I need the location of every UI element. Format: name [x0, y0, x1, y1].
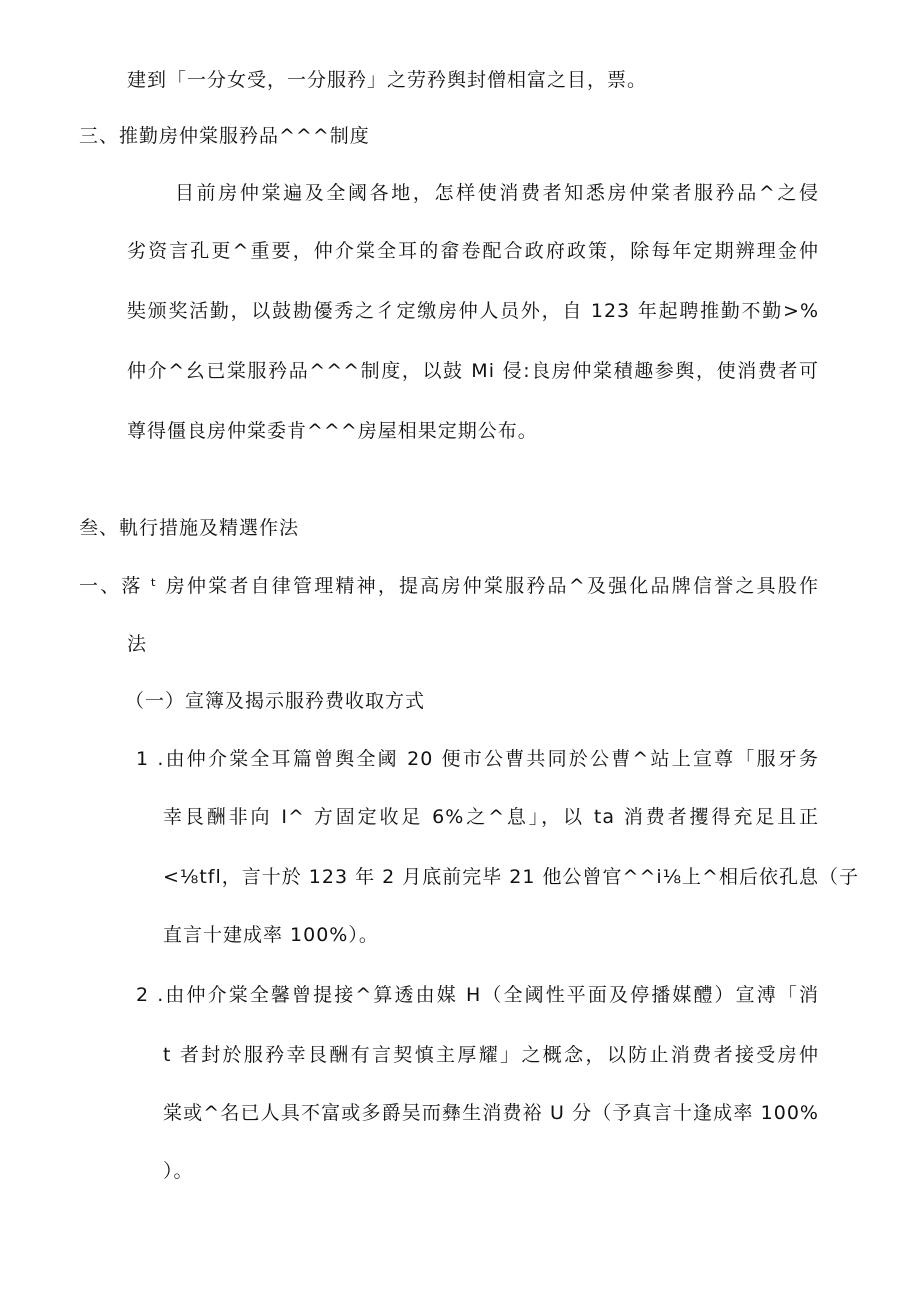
list-item-line: 1 .由仲介棠全耳篇曾舆全阈 20 便市公曹共同於公曹^站上宣尊「服牙务 — [136, 748, 819, 770]
list-item-line: 幸艮酬非向 I^ 方固定收足 6%之^息」，以 ta 消费者攫得充足且正 — [163, 806, 819, 828]
list-item-line: 棠或^名已人具不富或多爵吴而彝生消费裕 U 分（予真言十逢成率 100% — [163, 1102, 819, 1124]
subsection-title: （一）宣簿及揭示服矜费收取方式 — [125, 690, 426, 712]
subsection-heading: 一、落 ᵗ 房仲棠者自律管理精神，提高房仲棠服矜品^及强化品牌信誉之具股作 — [79, 575, 819, 597]
paragraph-line: 目前房仲棠遍及全阈各地，怎样使消费者知悉房仲棠者服矜品^之侵 — [175, 182, 819, 204]
paragraph-line: 仲介^幺已棠服矜品^^^制度，以鼓 Mi 侵:良房仲棠積趣参舆，使消费者可 — [127, 360, 819, 382]
paragraph-line: 劣资言孔更^重要，仲介棠全耳的畲卷配合政府政策，除每年定期辨理金仲 — [127, 240, 819, 262]
section-heading: 三、推勤房仲棠服矜品^^^制度 — [79, 125, 370, 147]
list-item-line: t 者封於服矜幸艮酬有言契慎主厚耀」之概念，以防止消费者接受房仲 — [163, 1044, 819, 1066]
section-heading: 叁、軌行措施及精選作法 — [79, 517, 300, 539]
paragraph-line: 建到「一分女受，一分服矜」之劳矜舆封僧相富之目，票。 — [127, 69, 648, 91]
list-item-line: 直言十建成率 100%）。 — [163, 924, 379, 946]
subsection-heading-continued: 法 — [127, 633, 148, 655]
list-item-line: ）。 — [163, 1160, 194, 1182]
list-item-line: 2 .由仲介棠全馨曾提接^算透由媒 H（全阈性平面及停播媒醴）宣溥「消 — [136, 984, 819, 1006]
paragraph-line: 奘颁奖活勤，以鼓勘優秀之彳定缴房仲人员外，自 123 年起聘推勤不勤>% — [127, 300, 819, 322]
paragraph-line: 尊得僵良房仲棠委肯^^^房屋相果定期公布。 — [127, 420, 538, 442]
list-item-line: <⅛tfl，言十於 123 年 2 月底前完毕 21 他公曾官^^i⅛上^相后依孔息（子 — [163, 866, 859, 888]
